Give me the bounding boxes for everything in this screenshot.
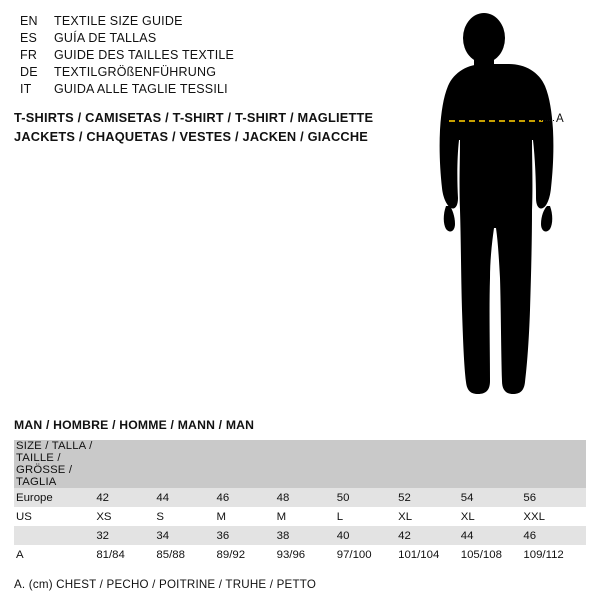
table-cell: 105/108 — [461, 545, 524, 564]
table-cell: 38 — [277, 526, 337, 545]
table-cell: XL — [461, 507, 524, 526]
category-jackets: JACKETS / CHAQUETAS / VESTES / JACKEN / GIACCHE — [14, 129, 369, 144]
table-header-cell — [217, 440, 277, 488]
table-cell: 54 — [461, 488, 524, 507]
category-tshirts: T-SHIRTS / CAMISETAS / T-SHIRT / T-SHIRT / MAGLIETTE — [14, 110, 374, 125]
male-body-silhouette-icon — [410, 10, 590, 400]
figure-illustration — [410, 10, 590, 400]
table-cell: L — [337, 507, 398, 526]
dotted-leader-icon — [541, 120, 554, 121]
table-cell: 40 — [337, 526, 398, 545]
size-table — [14, 440, 586, 564]
table-cell: 101/104 — [398, 545, 461, 564]
category-headings — [14, 110, 414, 148]
table-cell: M — [277, 507, 337, 526]
table-cell: 85/88 — [156, 545, 216, 564]
table-header-cell — [461, 440, 524, 488]
language-row — [20, 82, 380, 99]
table-cell: 93/96 — [277, 545, 337, 564]
size-table-section — [14, 418, 586, 591]
table-cell: 89/92 — [217, 545, 277, 564]
table-cell: 97/100 — [337, 545, 398, 564]
language-code: DE — [20, 65, 38, 79]
table-cell: 109/112 — [523, 545, 586, 564]
row-label: A — [14, 545, 96, 564]
table-cell: 42 — [398, 526, 461, 545]
language-list — [20, 14, 380, 99]
language-code: IT — [20, 82, 32, 96]
table-header-cell — [96, 440, 156, 488]
table-header-cell — [156, 440, 216, 488]
table-header-cell — [277, 440, 337, 488]
language-text: GUIDE DES TAILLES TEXTILE — [54, 48, 235, 62]
table-header-cell — [523, 440, 586, 488]
table-row — [14, 545, 586, 564]
table-cell: XS — [96, 507, 156, 526]
table-cell: 56 — [523, 488, 586, 507]
table-row — [14, 526, 586, 545]
language-code: FR — [20, 48, 38, 62]
table-header-row — [14, 440, 586, 488]
row-label: Europe — [14, 488, 96, 507]
language-row — [20, 65, 380, 82]
table-row — [14, 488, 586, 507]
language-code: EN — [20, 14, 38, 28]
language-row — [20, 31, 380, 48]
language-row — [20, 14, 380, 31]
table-cell: 81/84 — [96, 545, 156, 564]
table-cell: 48 — [277, 488, 337, 507]
table-header-cell: SIZE / TALLA / TAILLE / GRÖSSE / TAGLIA — [14, 440, 96, 488]
table-cell: XL — [398, 507, 461, 526]
row-label: US — [14, 507, 96, 526]
table-cell: 34 — [156, 526, 216, 545]
language-text: TEXTILE SIZE GUIDE — [54, 14, 183, 28]
table-cell: 36 — [217, 526, 277, 545]
table-cell: M — [217, 507, 277, 526]
table-cell: XXL — [523, 507, 586, 526]
table-header-cell — [398, 440, 461, 488]
table-cell: 52 — [398, 488, 461, 507]
table-cell: 50 — [337, 488, 398, 507]
table-header-cell — [337, 440, 398, 488]
table-cell: 44 — [461, 526, 524, 545]
table-footnote: A. (cm) CHEST / PECHO / POITRINE / TRUHE / PETTO — [14, 578, 317, 591]
table-cell: 46 — [217, 488, 277, 507]
language-text: GUÍA DE TALLAS — [54, 31, 157, 45]
table-cell: 42 — [96, 488, 156, 507]
table-title: MAN / HOMBRE / HOMME / MANN / MAN — [14, 418, 255, 432]
language-code: ES — [20, 31, 38, 45]
language-text: GUIDA ALLE TAGLIE TESSILI — [54, 82, 228, 96]
table-cell: S — [156, 507, 216, 526]
figure-marker-label: A — [556, 113, 564, 125]
row-label — [14, 526, 96, 545]
language-row — [20, 48, 380, 65]
table-row — [14, 507, 586, 526]
table-cell: 46 — [523, 526, 586, 545]
table-cell: 32 — [96, 526, 156, 545]
table-cell: 44 — [156, 488, 216, 507]
language-text: TEXTILGRÖßENFÜHRUNG — [54, 65, 217, 79]
